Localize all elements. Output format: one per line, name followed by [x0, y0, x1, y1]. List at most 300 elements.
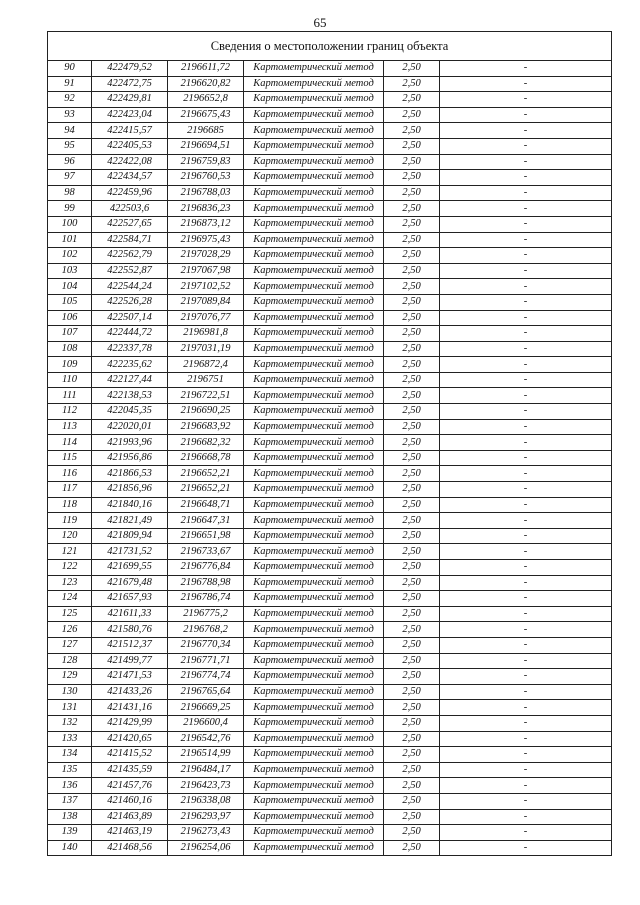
x-coordinate-cell: 421657,93: [92, 591, 168, 607]
table-row: [48, 123, 612, 139]
description-cell: -: [440, 560, 612, 576]
method-cell: Картометрический метод: [244, 669, 384, 685]
description-cell: -: [440, 450, 612, 466]
accuracy-cell: 2,50: [384, 450, 440, 466]
point-number-cell: 103: [48, 263, 92, 279]
x-coordinate-cell: 422527,65: [92, 216, 168, 232]
x-coordinate-cell: 421699,55: [92, 560, 168, 576]
accuracy-cell: 2,50: [384, 61, 440, 77]
y-coordinate-cell: 2196652,21: [168, 482, 244, 498]
table-row: [48, 170, 612, 186]
x-coordinate-cell: 422235,62: [92, 357, 168, 373]
method-cell: Картометрический метод: [244, 653, 384, 669]
x-coordinate-cell: 421420,65: [92, 731, 168, 747]
description-cell: -: [440, 123, 612, 139]
description-cell: -: [440, 528, 612, 544]
x-coordinate-cell: 421463,89: [92, 809, 168, 825]
point-number-cell: 102: [48, 248, 92, 264]
table-row: [48, 778, 612, 794]
x-coordinate-cell: 422444,72: [92, 326, 168, 342]
accuracy-cell: 2,50: [384, 497, 440, 513]
x-coordinate-cell: 421468,56: [92, 840, 168, 856]
x-coordinate-cell: 422127,44: [92, 372, 168, 388]
method-cell: Картометрический метод: [244, 294, 384, 310]
accuracy-cell: 2,50: [384, 248, 440, 264]
method-cell: Картометрический метод: [244, 591, 384, 607]
accuracy-cell: 2,50: [384, 793, 440, 809]
x-coordinate-cell: 421460,16: [92, 793, 168, 809]
y-coordinate-cell: 2197076,77: [168, 310, 244, 326]
x-coordinate-cell: 422415,57: [92, 123, 168, 139]
description-cell: -: [440, 419, 612, 435]
method-cell: Картометрический метод: [244, 138, 384, 154]
point-number-cell: 116: [48, 466, 92, 482]
x-coordinate-cell: 421433,26: [92, 684, 168, 700]
point-number-cell: 139: [48, 825, 92, 841]
x-coordinate-cell: 421679,48: [92, 575, 168, 591]
description-cell: -: [440, 669, 612, 685]
point-number-cell: 136: [48, 778, 92, 794]
y-coordinate-cell: 2196484,17: [168, 762, 244, 778]
table-row: [48, 435, 612, 451]
method-cell: Картометрический метод: [244, 793, 384, 809]
table-row: [48, 809, 612, 825]
accuracy-cell: 2,50: [384, 513, 440, 529]
method-cell: Картометрический метод: [244, 248, 384, 264]
y-coordinate-cell: 2196652,21: [168, 466, 244, 482]
description-cell: -: [440, 76, 612, 92]
x-coordinate-cell: 421993,96: [92, 435, 168, 451]
table-row: [48, 731, 612, 747]
description-cell: -: [440, 731, 612, 747]
method-cell: Картометрический метод: [244, 326, 384, 342]
method-cell: Картометрический метод: [244, 528, 384, 544]
point-number-cell: 126: [48, 622, 92, 638]
point-number-cell: 118: [48, 497, 92, 513]
description-cell: -: [440, 544, 612, 560]
page-number: 65: [313, 15, 327, 30]
method-cell: Картометрический метод: [244, 544, 384, 560]
accuracy-cell: 2,50: [384, 762, 440, 778]
point-number-cell: 107: [48, 326, 92, 342]
accuracy-cell: 2,50: [384, 216, 440, 232]
boundary-table: [47, 31, 612, 856]
accuracy-cell: 2,50: [384, 606, 440, 622]
table-row: [48, 388, 612, 404]
table-row: [48, 793, 612, 809]
accuracy-cell: 2,50: [384, 528, 440, 544]
point-number-cell: 94: [48, 123, 92, 139]
description-cell: -: [440, 326, 612, 342]
table-row: [48, 294, 612, 310]
table-row: [48, 138, 612, 154]
x-coordinate-cell: 422045,35: [92, 404, 168, 420]
point-number-cell: 130: [48, 684, 92, 700]
method-cell: Картометрический метод: [244, 575, 384, 591]
method-cell: Картометрический метод: [244, 185, 384, 201]
description-cell: -: [440, 793, 612, 809]
x-coordinate-cell: 422584,71: [92, 232, 168, 248]
y-coordinate-cell: 2197089,84: [168, 294, 244, 310]
table-row: [48, 560, 612, 576]
description-cell: -: [440, 747, 612, 763]
x-coordinate-cell: 421471,53: [92, 669, 168, 685]
method-cell: Картометрический метод: [244, 263, 384, 279]
table-row: [48, 606, 612, 622]
x-coordinate-cell: 421435,59: [92, 762, 168, 778]
table-row: [48, 544, 612, 560]
table-row: [48, 326, 612, 342]
table-row: [48, 513, 612, 529]
y-coordinate-cell: 2196771,71: [168, 653, 244, 669]
accuracy-cell: 2,50: [384, 404, 440, 420]
y-coordinate-cell: 2196668,78: [168, 450, 244, 466]
point-number-cell: 110: [48, 372, 92, 388]
y-coordinate-cell: 2196774,74: [168, 669, 244, 685]
y-coordinate-cell: 2196872,4: [168, 357, 244, 373]
description-cell: -: [440, 61, 612, 77]
description-cell: -: [440, 825, 612, 841]
description-cell: -: [440, 575, 612, 591]
point-number-cell: 138: [48, 809, 92, 825]
accuracy-cell: 2,50: [384, 840, 440, 856]
y-coordinate-cell: 2196694,51: [168, 138, 244, 154]
table-row: [48, 450, 612, 466]
table-row: [48, 76, 612, 92]
point-number-cell: 113: [48, 419, 92, 435]
accuracy-cell: 2,50: [384, 123, 440, 139]
table-row: [48, 279, 612, 295]
x-coordinate-cell: 422552,87: [92, 263, 168, 279]
y-coordinate-cell: 2196682,32: [168, 435, 244, 451]
table-row: [48, 591, 612, 607]
accuracy-cell: 2,50: [384, 747, 440, 763]
x-coordinate-cell: 421956,86: [92, 450, 168, 466]
point-number-cell: 109: [48, 357, 92, 373]
table-row: [48, 404, 612, 420]
method-cell: Картометрический метод: [244, 419, 384, 435]
description-cell: -: [440, 372, 612, 388]
description-cell: -: [440, 404, 612, 420]
y-coordinate-cell: 2196542,76: [168, 731, 244, 747]
point-number-cell: 133: [48, 731, 92, 747]
table-row: [48, 185, 612, 201]
y-coordinate-cell: 2196722,51: [168, 388, 244, 404]
accuracy-cell: 2,50: [384, 684, 440, 700]
accuracy-cell: 2,50: [384, 575, 440, 591]
y-coordinate-cell: 2196768,2: [168, 622, 244, 638]
description-cell: -: [440, 248, 612, 264]
method-cell: Картометрический метод: [244, 513, 384, 529]
accuracy-cell: 2,50: [384, 138, 440, 154]
method-cell: Картометрический метод: [244, 747, 384, 763]
method-cell: Картометрический метод: [244, 216, 384, 232]
y-coordinate-cell: 2197067,98: [168, 263, 244, 279]
point-number-cell: 127: [48, 637, 92, 653]
description-cell: -: [440, 653, 612, 669]
description-cell: -: [440, 170, 612, 186]
point-number-cell: 120: [48, 528, 92, 544]
y-coordinate-cell: 2196254,06: [168, 840, 244, 856]
x-coordinate-cell: 422544,24: [92, 279, 168, 295]
accuracy-cell: 2,50: [384, 92, 440, 108]
x-coordinate-cell: 422507,14: [92, 310, 168, 326]
table-row: [48, 154, 612, 170]
accuracy-cell: 2,50: [384, 341, 440, 357]
method-cell: Картометрический метод: [244, 606, 384, 622]
description-cell: -: [440, 310, 612, 326]
table-row: [48, 700, 612, 716]
point-number-cell: 125: [48, 606, 92, 622]
point-number-cell: 124: [48, 591, 92, 607]
x-coordinate-cell: 422422,08: [92, 154, 168, 170]
method-cell: Картометрический метод: [244, 560, 384, 576]
x-coordinate-cell: 421731,52: [92, 544, 168, 560]
x-coordinate-cell: 421431,16: [92, 700, 168, 716]
table-row: [48, 310, 612, 326]
y-coordinate-cell: 2196514,99: [168, 747, 244, 763]
description-cell: -: [440, 185, 612, 201]
accuracy-cell: 2,50: [384, 809, 440, 825]
y-coordinate-cell: 2196620,82: [168, 76, 244, 92]
x-coordinate-cell: 422337,78: [92, 341, 168, 357]
x-coordinate-cell: 421821,49: [92, 513, 168, 529]
point-number-cell: 106: [48, 310, 92, 326]
description-cell: -: [440, 357, 612, 373]
method-cell: Картометрический метод: [244, 809, 384, 825]
table-row: [48, 357, 612, 373]
method-cell: Картометрический метод: [244, 435, 384, 451]
method-cell: Картометрический метод: [244, 341, 384, 357]
y-coordinate-cell: 2196648,71: [168, 497, 244, 513]
method-cell: Картометрический метод: [244, 482, 384, 498]
table-title: Сведения о местоположении границ объекта: [48, 32, 612, 61]
x-coordinate-cell: 422020,01: [92, 419, 168, 435]
point-number-cell: 137: [48, 793, 92, 809]
accuracy-cell: 2,50: [384, 279, 440, 295]
accuracy-cell: 2,50: [384, 778, 440, 794]
x-coordinate-cell: 421611,33: [92, 606, 168, 622]
method-cell: Картометрический метод: [244, 466, 384, 482]
description-cell: -: [440, 513, 612, 529]
table-row: [48, 248, 612, 264]
description-cell: -: [440, 92, 612, 108]
method-cell: Картометрический метод: [244, 357, 384, 373]
table-row: [48, 637, 612, 653]
point-number-cell: 123: [48, 575, 92, 591]
accuracy-cell: 2,50: [384, 326, 440, 342]
table-row: [48, 341, 612, 357]
point-number-cell: 93: [48, 107, 92, 123]
y-coordinate-cell: 2196675,43: [168, 107, 244, 123]
method-cell: Картометрический метод: [244, 684, 384, 700]
x-coordinate-cell: 421856,96: [92, 482, 168, 498]
method-cell: Картометрический метод: [244, 762, 384, 778]
point-number-cell: 111: [48, 388, 92, 404]
description-cell: -: [440, 497, 612, 513]
description-cell: -: [440, 201, 612, 217]
table-row: [48, 715, 612, 731]
description-cell: -: [440, 279, 612, 295]
method-cell: Картометрический метод: [244, 840, 384, 856]
table-row: [48, 528, 612, 544]
accuracy-cell: 2,50: [384, 731, 440, 747]
point-number-cell: 117: [48, 482, 92, 498]
x-coordinate-cell: 422503,6: [92, 201, 168, 217]
table-row: [48, 825, 612, 841]
table-row: [48, 684, 612, 700]
method-cell: Картометрический метод: [244, 201, 384, 217]
table-row: [48, 419, 612, 435]
y-coordinate-cell: 2196765,64: [168, 684, 244, 700]
accuracy-cell: 2,50: [384, 232, 440, 248]
x-coordinate-cell: 421457,76: [92, 778, 168, 794]
table-title-row: [48, 32, 612, 61]
table-row: [48, 482, 612, 498]
description-cell: -: [440, 622, 612, 638]
y-coordinate-cell: 2196759,83: [168, 154, 244, 170]
point-number-cell: 121: [48, 544, 92, 560]
y-coordinate-cell: 2196788,03: [168, 185, 244, 201]
accuracy-cell: 2,50: [384, 201, 440, 217]
description-cell: -: [440, 216, 612, 232]
method-cell: Картометрический метод: [244, 92, 384, 108]
accuracy-cell: 2,50: [384, 388, 440, 404]
y-coordinate-cell: 2196685: [168, 123, 244, 139]
method-cell: Картометрический метод: [244, 637, 384, 653]
description-cell: -: [440, 684, 612, 700]
point-number-cell: 132: [48, 715, 92, 731]
x-coordinate-cell: 421499,77: [92, 653, 168, 669]
accuracy-cell: 2,50: [384, 825, 440, 841]
y-coordinate-cell: 2196733,67: [168, 544, 244, 560]
y-coordinate-cell: 2197028,29: [168, 248, 244, 264]
y-coordinate-cell: 2196836,23: [168, 201, 244, 217]
x-coordinate-cell: 421463,19: [92, 825, 168, 841]
point-number-cell: 131: [48, 700, 92, 716]
description-cell: -: [440, 809, 612, 825]
accuracy-cell: 2,50: [384, 715, 440, 731]
accuracy-cell: 2,50: [384, 591, 440, 607]
y-coordinate-cell: 2196770,34: [168, 637, 244, 653]
x-coordinate-cell: 421580,76: [92, 622, 168, 638]
x-coordinate-cell: 422423,04: [92, 107, 168, 123]
method-cell: Картометрический метод: [244, 715, 384, 731]
description-cell: -: [440, 700, 612, 716]
point-number-cell: 108: [48, 341, 92, 357]
y-coordinate-cell: 2196647,31: [168, 513, 244, 529]
accuracy-cell: 2,50: [384, 653, 440, 669]
description-cell: -: [440, 466, 612, 482]
accuracy-cell: 2,50: [384, 107, 440, 123]
point-number-cell: 97: [48, 170, 92, 186]
method-cell: Картометрический метод: [244, 170, 384, 186]
description-cell: -: [440, 341, 612, 357]
accuracy-cell: 2,50: [384, 372, 440, 388]
y-coordinate-cell: 2196652,8: [168, 92, 244, 108]
table-row: [48, 232, 612, 248]
point-number-cell: 104: [48, 279, 92, 295]
method-cell: Картометрический метод: [244, 700, 384, 716]
method-cell: Картометрический метод: [244, 778, 384, 794]
table-row: [48, 762, 612, 778]
description-cell: -: [440, 138, 612, 154]
table-row: [48, 575, 612, 591]
accuracy-cell: 2,50: [384, 560, 440, 576]
table-row: [48, 372, 612, 388]
accuracy-cell: 2,50: [384, 544, 440, 560]
y-coordinate-cell: 2196669,25: [168, 700, 244, 716]
method-cell: Картометрический метод: [244, 497, 384, 513]
x-coordinate-cell: 422479,52: [92, 61, 168, 77]
point-number-cell: 129: [48, 669, 92, 685]
point-number-cell: 98: [48, 185, 92, 201]
description-cell: -: [440, 778, 612, 794]
accuracy-cell: 2,50: [384, 622, 440, 638]
x-coordinate-cell: 421840,16: [92, 497, 168, 513]
table-row: [48, 840, 612, 856]
table-row: [48, 466, 612, 482]
point-number-cell: 95: [48, 138, 92, 154]
y-coordinate-cell: 2196975,43: [168, 232, 244, 248]
y-coordinate-cell: 2196338,08: [168, 793, 244, 809]
x-coordinate-cell: 422138,53: [92, 388, 168, 404]
point-number-cell: 96: [48, 154, 92, 170]
description-cell: -: [440, 715, 612, 731]
point-number-cell: 112: [48, 404, 92, 420]
point-number-cell: 140: [48, 840, 92, 856]
accuracy-cell: 2,50: [384, 357, 440, 373]
x-coordinate-cell: 422526,28: [92, 294, 168, 310]
point-number-cell: 91: [48, 76, 92, 92]
point-number-cell: 90: [48, 61, 92, 77]
point-number-cell: 122: [48, 560, 92, 576]
method-cell: Картометрический метод: [244, 76, 384, 92]
accuracy-cell: 2,50: [384, 185, 440, 201]
point-number-cell: 115: [48, 450, 92, 466]
method-cell: Картометрический метод: [244, 123, 384, 139]
description-cell: -: [440, 154, 612, 170]
y-coordinate-cell: 2196788,98: [168, 575, 244, 591]
description-cell: -: [440, 294, 612, 310]
description-cell: -: [440, 232, 612, 248]
method-cell: Картометрический метод: [244, 107, 384, 123]
x-coordinate-cell: 422459,96: [92, 185, 168, 201]
description-cell: -: [440, 388, 612, 404]
table-row: [48, 92, 612, 108]
y-coordinate-cell: 2196776,84: [168, 560, 244, 576]
point-number-cell: 101: [48, 232, 92, 248]
accuracy-cell: 2,50: [384, 637, 440, 653]
y-coordinate-cell: 2196651,98: [168, 528, 244, 544]
table-row: [48, 61, 612, 77]
x-coordinate-cell: 422429,81: [92, 92, 168, 108]
x-coordinate-cell: 421866,53: [92, 466, 168, 482]
y-coordinate-cell: 2196775,2: [168, 606, 244, 622]
description-cell: -: [440, 606, 612, 622]
method-cell: Картометрический метод: [244, 404, 384, 420]
accuracy-cell: 2,50: [384, 76, 440, 92]
x-coordinate-cell: 421512,37: [92, 637, 168, 653]
table-body: [48, 61, 612, 856]
x-coordinate-cell: 422472,75: [92, 76, 168, 92]
table-row: [48, 201, 612, 217]
point-number-cell: 128: [48, 653, 92, 669]
accuracy-cell: 2,50: [384, 482, 440, 498]
point-number-cell: 135: [48, 762, 92, 778]
x-coordinate-cell: 422562,79: [92, 248, 168, 264]
method-cell: Картометрический метод: [244, 388, 384, 404]
